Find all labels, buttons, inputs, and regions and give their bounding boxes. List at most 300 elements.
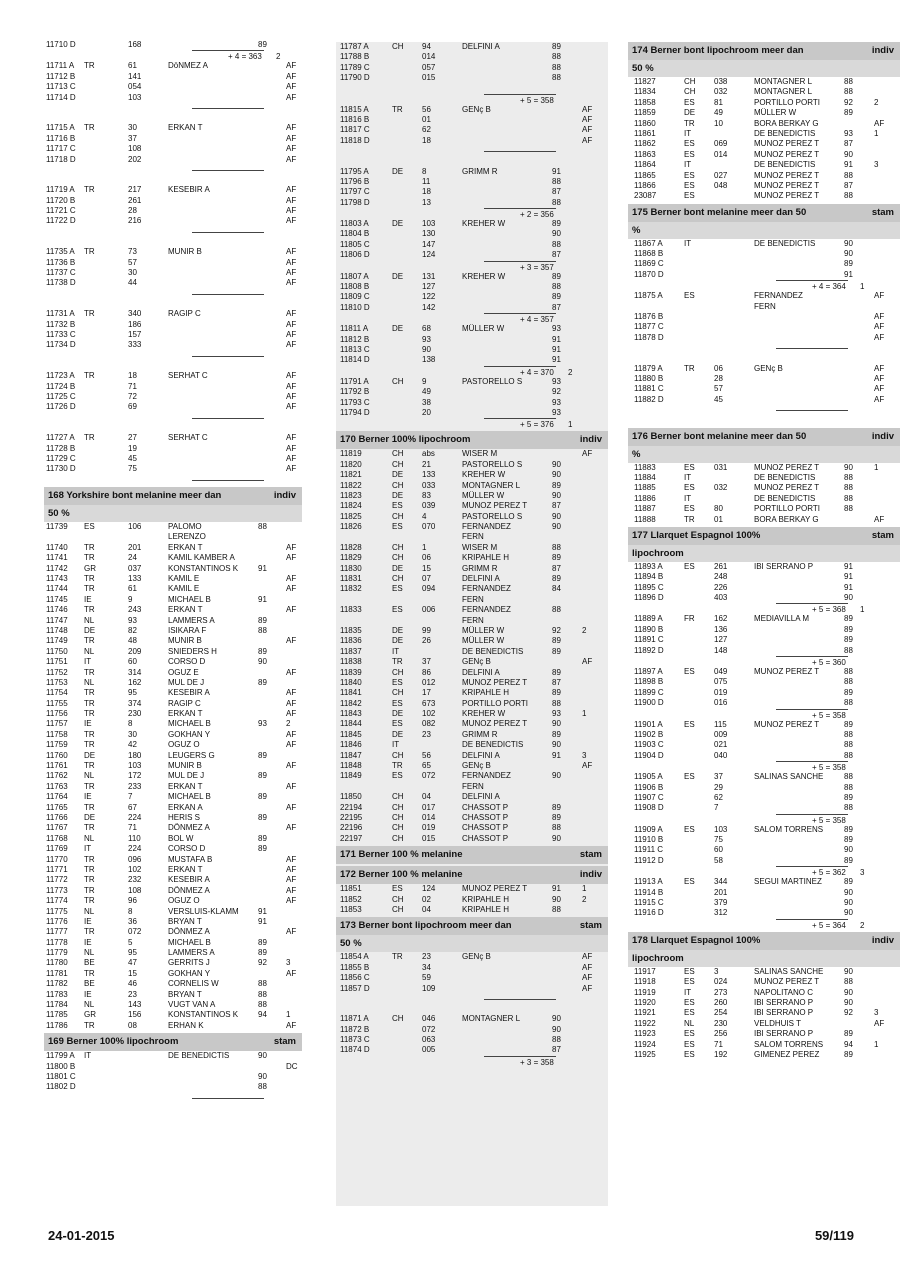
result-row xyxy=(44,595,302,605)
group-separator xyxy=(44,413,302,423)
ring-number: 096 xyxy=(128,854,142,864)
ring-id: 11852 xyxy=(340,894,362,904)
score: 90 xyxy=(258,1071,267,1081)
ring-id: 11901 A xyxy=(634,719,663,729)
ring-number: 133 xyxy=(422,470,436,480)
score: 91 xyxy=(258,906,267,916)
result-row xyxy=(336,595,608,605)
ring-id: 11842 xyxy=(340,698,362,708)
country: ES xyxy=(392,584,403,594)
result-row xyxy=(336,167,608,177)
class-subtitle: lipochroom xyxy=(628,545,900,562)
exhibitor-name: MUNOZ PEREZ T xyxy=(754,139,820,149)
score: 89 xyxy=(258,750,267,760)
country: TR xyxy=(84,761,95,771)
ring-id: 11748 xyxy=(46,625,68,635)
ring-number: 106 xyxy=(128,522,142,532)
score: 94 xyxy=(258,1010,267,1020)
result-row xyxy=(44,40,302,50)
result-row xyxy=(44,636,302,646)
ring-number: 156 xyxy=(128,1010,142,1020)
country: CH xyxy=(392,667,404,677)
ring-number: 006 xyxy=(422,605,436,615)
score: 89 xyxy=(844,614,853,624)
exhibitor-name: MUNOZ PEREZ T xyxy=(462,501,528,511)
score: 91 xyxy=(258,594,267,604)
ring-number: 30 xyxy=(128,268,137,278)
ring-number: 07 xyxy=(422,574,431,584)
ring-number: 08 xyxy=(128,1020,137,1030)
group-rank: 2 xyxy=(860,920,865,930)
ring-id: 11781 xyxy=(46,968,68,978)
result-row xyxy=(336,543,608,553)
exhibitor-name: GENç B xyxy=(462,657,491,667)
exhibitor-name: KESEBIR A xyxy=(168,185,210,195)
award: AF xyxy=(286,92,297,102)
score: 93 xyxy=(258,719,267,729)
exhibitor-name: VELDHUIS T xyxy=(754,1018,801,1028)
class-title: 177 Llarquet Espagnol 100% xyxy=(632,529,761,541)
exhibitor-name: GERRITS J xyxy=(168,958,210,968)
ring-id: 11759 xyxy=(46,740,68,750)
ring-number: 37 xyxy=(128,133,137,143)
exhibitor-name: SERHAT C xyxy=(168,371,208,381)
exhibitor-name: KESEBIR A xyxy=(168,875,210,885)
ring-number: 28 xyxy=(128,206,137,216)
ring-id: 11770 xyxy=(46,854,68,864)
score: 88 xyxy=(844,977,853,987)
class-kind: indiv xyxy=(871,45,894,56)
award: AF xyxy=(286,740,297,750)
exhibitor-name: BOL W xyxy=(168,833,194,843)
ring-id: 11746 xyxy=(46,605,68,615)
result-row xyxy=(44,123,302,133)
award: AF xyxy=(286,402,297,412)
ring-number: 95 xyxy=(128,948,137,958)
country: TR xyxy=(84,1020,95,1030)
result-row xyxy=(44,875,302,885)
ring-id: 11874 D xyxy=(340,1045,370,1055)
result-row xyxy=(44,278,302,288)
separator-line xyxy=(192,418,264,419)
country: IE xyxy=(84,989,92,999)
group-sum: + 4 = 357 xyxy=(520,315,554,325)
score: 89 xyxy=(552,646,561,656)
score: 88 xyxy=(552,698,561,708)
exhibitor-name: MEDIAVILLA M xyxy=(754,614,809,624)
ring-id: 11824 xyxy=(340,501,362,511)
result-row xyxy=(336,803,608,813)
country: ES xyxy=(392,719,403,729)
score: 88 xyxy=(552,62,561,72)
result-row xyxy=(336,973,608,983)
country: IT xyxy=(684,472,692,482)
ring-id: 11766 xyxy=(46,813,68,822)
exhibitor-name: FERN xyxy=(462,781,484,791)
score: 88 xyxy=(552,605,561,615)
ring-id: 11786 xyxy=(46,1020,68,1030)
result-row xyxy=(44,1082,302,1092)
ring-id: 11846 xyxy=(340,740,362,750)
exhibitor-name: MONTAGNER L xyxy=(462,1014,521,1024)
ring-number: 014 xyxy=(422,813,436,822)
award: AF xyxy=(286,268,297,278)
ring-number: 133 xyxy=(128,574,142,584)
exhibitor-name: DELFINI A xyxy=(462,792,500,802)
ring-number: 57 xyxy=(714,384,723,394)
result-row xyxy=(628,515,900,525)
exhibitor-name: MUL DE J xyxy=(168,771,205,781)
ring-number: 192 xyxy=(714,1049,728,1059)
class-kind: stam xyxy=(579,849,602,861)
award: 1 xyxy=(874,128,879,138)
award: AF xyxy=(286,154,297,164)
ring-id: 11819 xyxy=(340,449,362,459)
award: AF xyxy=(286,319,297,329)
ring-id: 11815 A xyxy=(340,104,369,114)
result-row xyxy=(628,856,900,866)
exhibitor-name: DÖNMEZ A xyxy=(168,823,210,833)
country: FR xyxy=(684,614,695,624)
class-header xyxy=(628,42,900,60)
ring-number: 73 xyxy=(128,247,137,257)
country: DE xyxy=(392,729,404,739)
score: 89 xyxy=(258,844,267,854)
spacer xyxy=(628,416,900,426)
score: 89 xyxy=(552,219,561,229)
award: AF xyxy=(286,381,297,391)
result-row xyxy=(628,249,900,259)
ring-id: 11803 A xyxy=(340,219,369,229)
ring-id: 11720 B xyxy=(46,195,76,205)
country: IE xyxy=(84,916,92,926)
country: IT xyxy=(684,493,692,503)
ring-id: 11920 xyxy=(634,998,656,1007)
ring-number: 47 xyxy=(128,958,137,968)
ring-number: 04 xyxy=(422,904,431,914)
score: 91 xyxy=(552,884,561,894)
ring-number: 017 xyxy=(422,802,436,812)
ring-id: 11868 B xyxy=(634,249,664,259)
score: 88 xyxy=(844,483,853,493)
result-row xyxy=(628,160,900,170)
result-row xyxy=(44,948,302,958)
exhibitor-name: LAMMERS A xyxy=(168,948,215,958)
country: DE xyxy=(392,625,404,635)
country: IT xyxy=(84,844,92,854)
score: 89 xyxy=(844,635,853,645)
score: 88 xyxy=(552,239,561,249)
result-row xyxy=(44,574,302,584)
ring-number: 48 xyxy=(128,636,137,646)
spacer xyxy=(628,354,900,364)
award: AF xyxy=(582,114,593,124)
exhibitor-name: MUNIR B xyxy=(168,636,202,646)
ring-id: 11899 C xyxy=(634,687,664,697)
result-row xyxy=(336,125,608,135)
result-row xyxy=(628,395,900,405)
ring-id: 11773 xyxy=(46,885,68,895)
exhibitor-name: KRIPAHLE H xyxy=(462,553,509,563)
exhibitor-name: MONTAGNER L xyxy=(462,480,521,490)
score: 92 xyxy=(844,97,853,107)
ring-id: 11765 xyxy=(46,802,68,812)
ring-number: 143 xyxy=(128,1000,142,1010)
ring-number: 103 xyxy=(128,761,142,771)
result-row xyxy=(44,803,302,813)
country: TR xyxy=(84,553,95,563)
ring-id: 11794 D xyxy=(340,407,370,417)
country: ES xyxy=(684,462,695,472)
ring-number: 032 xyxy=(714,87,728,97)
score: 92 xyxy=(844,1008,853,1018)
group-total xyxy=(336,94,608,105)
ring-number: 49 xyxy=(714,108,723,118)
ring-number: 44 xyxy=(128,278,137,288)
class-kind: indiv xyxy=(579,869,602,881)
award: AF xyxy=(582,952,593,962)
ring-number: 18 xyxy=(128,371,137,381)
exhibitor-name: MUNIR B xyxy=(168,247,202,257)
score: 90 xyxy=(552,719,561,729)
group-separator xyxy=(44,227,302,237)
country: TR xyxy=(84,896,95,906)
ring-id: 11837 xyxy=(340,646,362,656)
result-row xyxy=(628,583,900,593)
country: TR xyxy=(84,584,95,594)
ring-number: 30 xyxy=(128,123,137,133)
group-total xyxy=(628,709,900,720)
result-row xyxy=(44,553,302,563)
ring-id: 11785 xyxy=(46,1010,68,1020)
country: ES xyxy=(392,698,403,708)
result-row xyxy=(336,470,608,480)
country: TR xyxy=(84,123,95,133)
ring-id: 11857 D xyxy=(340,983,370,993)
score: 92 xyxy=(258,958,267,968)
ring-id: 11745 xyxy=(46,594,68,604)
ring-id: 11713 C xyxy=(46,82,76,92)
result-row xyxy=(336,574,608,584)
ring-id: 11820 xyxy=(340,459,362,469)
result-row xyxy=(44,1062,302,1072)
country: CH xyxy=(392,480,404,490)
ring-number: 68 xyxy=(422,324,431,334)
score: 88 xyxy=(844,677,853,687)
result-row xyxy=(336,709,608,719)
award: AF xyxy=(874,332,885,342)
score: 93 xyxy=(552,397,561,407)
ring-number: 103 xyxy=(128,92,142,102)
country: DE xyxy=(392,470,404,480)
result-row xyxy=(336,73,608,83)
result-row xyxy=(336,250,608,260)
ring-id: 11725 C xyxy=(46,391,76,401)
ring-number: 42 xyxy=(128,740,137,750)
ring-number: 016 xyxy=(714,698,728,708)
country: TR xyxy=(84,968,95,978)
spacer xyxy=(44,299,302,309)
ring-id: 11893 A xyxy=(634,561,663,571)
result-row xyxy=(628,720,900,730)
score: 88 xyxy=(258,989,267,999)
country: NL xyxy=(84,833,95,843)
country: ES xyxy=(684,191,695,201)
country: TR xyxy=(84,885,95,895)
ring-id: 11904 D xyxy=(634,750,664,760)
exhibitor-name: LAMMERS A xyxy=(168,615,215,625)
award: AF xyxy=(286,443,297,453)
country: ES xyxy=(684,977,695,987)
separator-line xyxy=(192,294,264,295)
class-kind: stam xyxy=(579,920,602,932)
ring-id: 11784 xyxy=(46,1000,68,1010)
ring-id: 11855 B xyxy=(340,962,370,972)
score: 88 xyxy=(844,87,853,97)
result-row xyxy=(628,730,900,740)
ring-id: 11727 A xyxy=(46,433,75,443)
country: ES xyxy=(392,677,403,687)
result-row xyxy=(44,761,302,771)
score: 88 xyxy=(258,522,267,532)
country: TR xyxy=(84,854,95,864)
country: CH xyxy=(392,376,404,386)
ring-number: 224 xyxy=(128,844,142,854)
country: TR xyxy=(84,61,95,71)
ring-id: 11858 xyxy=(634,97,656,107)
class-header xyxy=(628,932,900,950)
result-row xyxy=(628,384,900,394)
ring-id: 11880 B xyxy=(634,373,664,383)
ring-id: 22196 xyxy=(340,823,363,833)
result-row xyxy=(336,553,608,563)
exhibitor-name: SERHAT C xyxy=(168,433,208,443)
exhibitor-name: DE BENEDICTIS xyxy=(754,128,816,138)
score: 89 xyxy=(552,480,561,490)
score: 88 xyxy=(844,170,853,180)
result-row xyxy=(628,977,900,987)
result-row xyxy=(336,905,608,915)
award: AF xyxy=(286,574,297,584)
exhibitor-name: DELFINI A xyxy=(462,42,500,51)
country: IT xyxy=(684,128,692,138)
country: TR xyxy=(84,740,95,750)
result-row xyxy=(336,63,608,73)
group-total xyxy=(336,1056,608,1067)
separator-line xyxy=(192,356,264,357)
score: 88 xyxy=(552,197,561,207)
ring-number: 71 xyxy=(128,381,137,391)
result-row xyxy=(336,584,608,594)
class-kind: indiv xyxy=(579,434,602,446)
ring-id: 11860 xyxy=(634,118,656,128)
result-row xyxy=(628,463,900,473)
exhibitor-name: IBI SERRANO P xyxy=(754,561,814,571)
exhibitor-name: CHASSOT P xyxy=(462,813,509,822)
score: 89 xyxy=(844,877,853,887)
country: ES xyxy=(684,998,695,1007)
result-row xyxy=(44,340,302,350)
ring-number: 021 xyxy=(714,740,728,750)
spacer xyxy=(336,84,608,94)
ring-number: 80 xyxy=(714,504,723,514)
country: ES xyxy=(684,667,695,677)
score: 90 xyxy=(552,470,561,480)
country: CH xyxy=(392,802,404,812)
score: 91 xyxy=(552,334,561,344)
ring-id: 11767 xyxy=(46,823,68,833)
ring-number: 60 xyxy=(714,845,723,855)
ring-number: 340 xyxy=(128,309,142,319)
group-total xyxy=(628,603,900,614)
ring-number: 122 xyxy=(422,292,436,302)
ring-id: 11734 D xyxy=(46,340,76,350)
ring-number: 15 xyxy=(128,968,137,978)
ring-number: 15 xyxy=(422,563,431,573)
ring-number: 260 xyxy=(714,998,728,1007)
ring-id: 11792 B xyxy=(340,387,370,397)
ring-number: 069 xyxy=(714,139,728,149)
ring-number: 93 xyxy=(128,615,137,625)
ring-number: 109 xyxy=(422,983,436,993)
score: 90 xyxy=(844,898,853,908)
ring-id: 11800 B xyxy=(46,1061,76,1071)
ring-id: 11742 xyxy=(46,563,68,573)
group-total xyxy=(336,208,608,219)
ring-id: 11827 xyxy=(634,77,656,86)
ring-number: 69 xyxy=(128,402,137,412)
result-row xyxy=(628,967,900,977)
result-row xyxy=(628,1019,900,1029)
ring-number: 142 xyxy=(422,302,436,312)
class-subtitle: % xyxy=(628,222,900,239)
award: AF xyxy=(874,514,885,524)
ring-id: 11864 xyxy=(634,160,656,170)
result-row xyxy=(628,129,900,139)
ring-number: 048 xyxy=(714,180,728,190)
result-row xyxy=(336,177,608,187)
result-row xyxy=(336,387,608,397)
ring-number: 005 xyxy=(422,1045,436,1055)
exhibitor-name: CHASSOT P xyxy=(462,802,509,812)
award: 3 xyxy=(582,750,587,760)
ring-id: 11877 C xyxy=(634,322,664,332)
country: TR xyxy=(84,247,95,257)
country: NL xyxy=(84,646,95,656)
result-row xyxy=(336,355,608,365)
ring-number: 94 xyxy=(422,42,431,51)
class-header xyxy=(628,204,900,222)
score: 91 xyxy=(552,344,561,354)
result-row xyxy=(336,522,608,532)
score: 87 xyxy=(552,187,561,197)
result-row xyxy=(336,240,608,250)
ring-number: 019 xyxy=(422,823,436,833)
score: 90 xyxy=(844,887,853,897)
exhibitor-name: KAMIL E xyxy=(168,574,200,584)
exhibitor-name: DE BENEDICTIS xyxy=(754,160,816,170)
ring-number: 037 xyxy=(128,563,142,573)
country: CH xyxy=(684,87,696,97)
ring-id: 11802 D xyxy=(46,1082,76,1092)
score: 90 xyxy=(552,771,561,781)
result-row xyxy=(628,845,900,855)
score: 88 xyxy=(552,52,561,62)
ring-id: 11843 xyxy=(340,709,362,719)
exhibitor-name: FERNANDEZ xyxy=(462,522,511,532)
exhibitor-name: ISIKARA F xyxy=(168,625,207,635)
country: ES xyxy=(684,966,695,976)
